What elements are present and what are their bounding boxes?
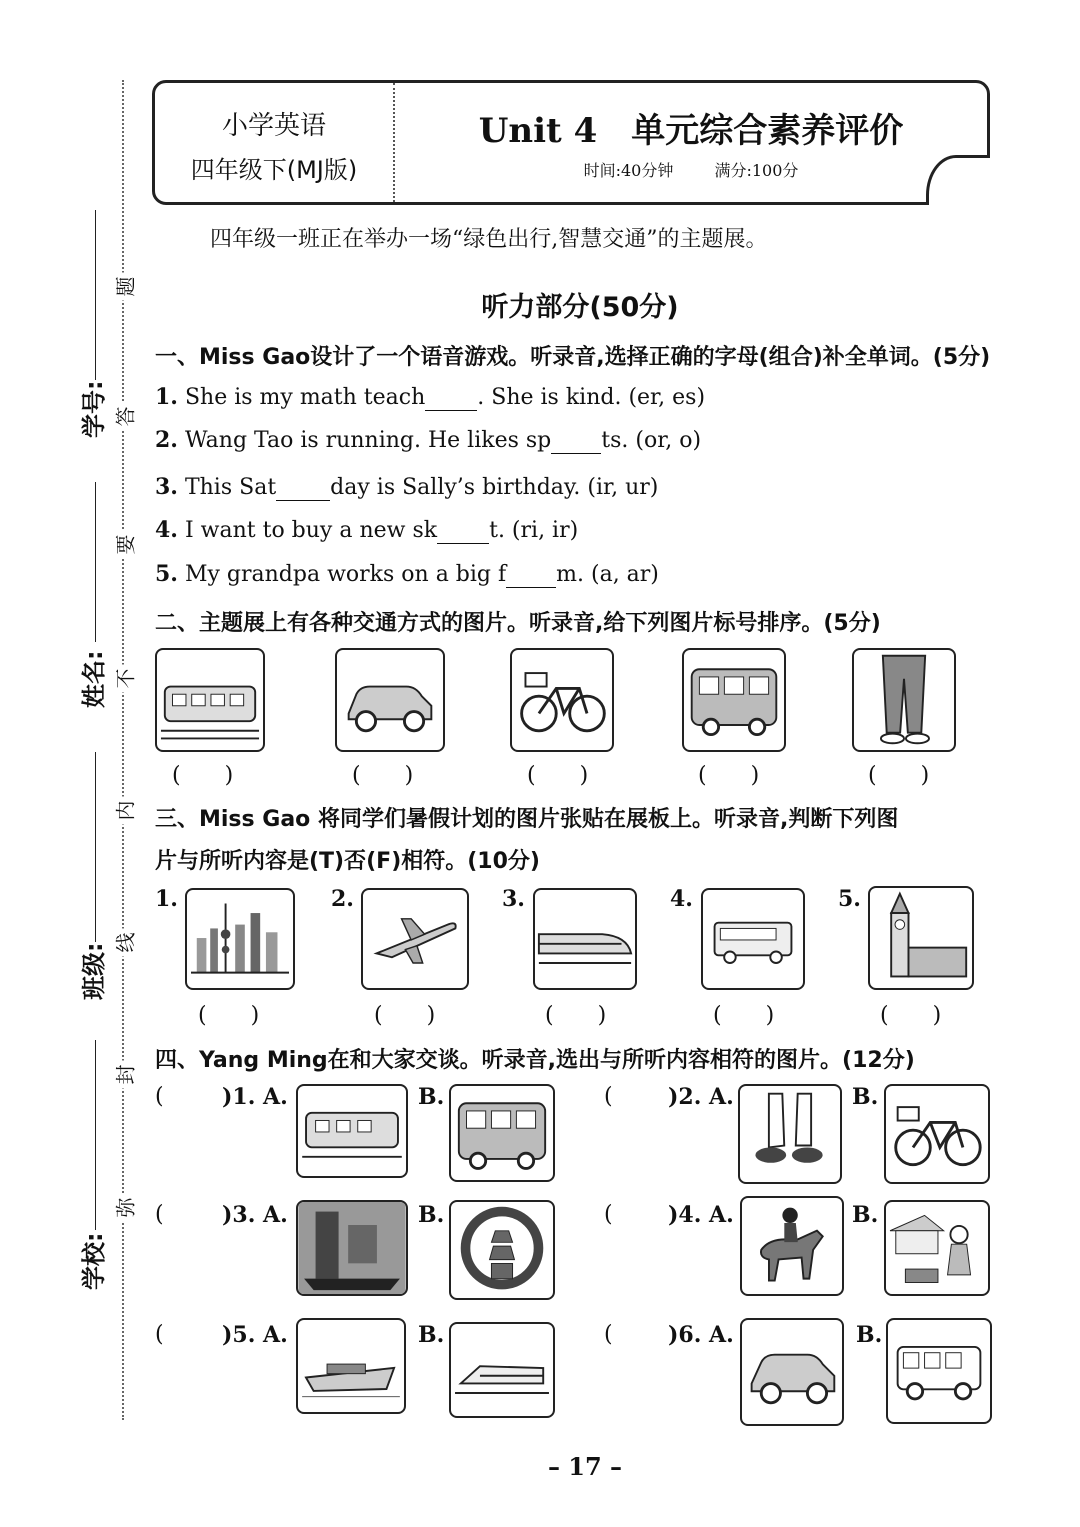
train-icon [296,1084,408,1178]
answer-paren[interactable]: ( ) [198,1003,260,1028]
item-text-b: day is Sally’s birthday. (ir, ur) [330,475,659,500]
item-text-b: t. (ri, ir) [489,518,579,543]
item-number: 4. [670,886,693,912]
item-number: 3. [155,474,178,500]
city-skyline-icon [185,888,295,990]
seal-char: 弥 [110,1194,139,1222]
high-speed-train-icon [533,888,637,990]
answer-paren-open[interactable]: ( [155,1322,164,1347]
item-text-a: This Sat [184,475,277,500]
part1-item [155,561,659,588]
grade-label: 四年级下(MJ版) [190,156,358,184]
item-number: 2. [155,427,178,453]
part4-heading: 四、Yang Ming在和大家交谈。听录音,选出与所听内容相符的图片。(12分) [155,1048,915,1073]
school-label: 学校: [80,1232,108,1290]
item-number: 1. [155,886,178,912]
item-number: 3. [502,886,525,912]
score-label: 满分:100分 [714,161,799,180]
item-option-b: B. [852,1084,879,1110]
answer-blank[interactable] [276,475,330,501]
answer-paren[interactable]: ( ) [880,1003,942,1028]
student-id-label: 学号: [80,380,108,438]
car-icon [740,1318,844,1426]
subject-label: 小学英语 [221,111,326,141]
item-label: )4. A. [668,1202,734,1228]
answer-paren[interactable]: ( ) [527,763,589,788]
item-option-b: B. [856,1322,883,1348]
part2-heading: 二、主题展上有各种交通方式的图片。听录音,给下列图片标号排序。(5分) [155,611,881,636]
bus-icon [682,648,786,752]
high-speed-train-icon [449,1322,555,1418]
header-box [152,80,990,205]
ship-icon [296,1200,408,1296]
bus-icon [449,1084,555,1182]
answer-paren-open[interactable]: ( [604,1084,613,1109]
answer-paren-open[interactable]: ( [604,1202,613,1227]
class-line [95,752,96,942]
part3-heading-line2: 片与所听内容是(T)否(F)相符。(10分) [155,849,540,874]
item-label: )5. A. [222,1322,288,1348]
train-icon [155,648,265,752]
item-option-b: B. [418,1202,445,1228]
answer-blank[interactable] [551,428,601,454]
answer-blank[interactable] [425,385,477,411]
seal-char: 线 [110,929,139,957]
answer-paren-open[interactable]: ( [604,1322,613,1347]
item-number: 1. [155,384,178,410]
part1-item [155,474,658,501]
seal-char: 封 [110,1061,139,1089]
answer-paren[interactable]: ( ) [374,1003,436,1028]
car-icon [335,648,445,752]
intro-text: 四年级一班正在举办一场“绿色出行,智慧交通”的主题展。 [210,227,768,252]
item-text-a: I want to buy a new sk [184,518,438,543]
item-option-b: B. [852,1202,879,1228]
big-ben-icon [868,886,974,990]
item-number: 5. [838,886,861,912]
page-title: Unit 4 单元综合素养评价 [478,111,904,151]
walk-feet-icon [738,1084,842,1184]
part1-item [155,384,705,411]
answer-paren-open[interactable]: ( [155,1202,164,1227]
part1-item [155,427,701,454]
fishing-girl-icon [884,1200,990,1296]
item-number: 4. [155,517,178,543]
item-option-b: B. [418,1322,445,1348]
bike-icon [510,648,614,752]
answer-paren[interactable]: ( ) [172,763,234,788]
part1-heading: 一、Miss Gao设计了一个语音游戏。听录音,选择正确的字母(组合)补全单词。(5分) [155,345,991,370]
item-text-a: My grandpa works on a big f [184,562,507,587]
answer-blank[interactable] [437,518,489,544]
item-label: )2. A. [668,1084,734,1110]
item-text-a: She is my math teach [184,385,426,410]
seal-char: 答 [110,403,139,431]
bus-icon [886,1318,992,1424]
bike-icon [884,1084,990,1184]
item-option-b: B. [418,1084,445,1110]
header-left [155,83,395,202]
header-right [395,83,987,202]
school-line [95,1040,96,1230]
bus-icon [701,888,805,990]
horse-rider-icon [740,1196,844,1296]
ship-icon [296,1318,406,1414]
part1-item [155,517,578,544]
item-text-b: . She is kind. (er, es) [477,385,706,410]
part3-heading-line1: 三、Miss Gao 将同学们暑假计划的图片张贴在展板上。听录音,判断下列图 [155,807,899,832]
answer-paren[interactable]: ( ) [698,763,760,788]
name-label: 姓名: [80,650,108,708]
pagoda-icon [449,1200,555,1300]
name-line [95,482,96,642]
class-label: 班级: [80,942,108,1000]
walk-legs-icon [852,648,956,752]
exam-meta [395,158,987,181]
seal-char: 题 [110,273,139,301]
item-label: )6. A. [668,1322,734,1348]
seal-char: 不 [110,665,139,693]
answer-paren[interactable]: ( ) [713,1003,775,1028]
item-text-b: ts. (or, o) [601,428,702,453]
answer-paren[interactable]: ( ) [352,763,414,788]
listening-title: 听力部分(50分) [481,292,679,323]
answer-paren[interactable]: ( ) [868,763,930,788]
time-label: 时间:40分钟 [583,161,674,180]
seal-char: 要 [110,531,139,559]
item-text-a: Wang Tao is running. He likes sp [184,428,552,453]
answer-paren-open[interactable]: ( [155,1084,164,1109]
answer-blank[interactable] [506,562,556,588]
item-number: 2. [331,886,354,912]
page-number: – 17 – [547,1452,623,1481]
plane-icon [361,888,469,990]
item-number: 5. [155,561,178,587]
seal-char: 内 [110,797,139,825]
answer-paren[interactable]: ( ) [545,1003,607,1028]
item-text-b: m. (a, ar) [556,562,659,587]
item-label: )3. A. [222,1202,288,1228]
item-label: )1. A. [222,1084,288,1110]
